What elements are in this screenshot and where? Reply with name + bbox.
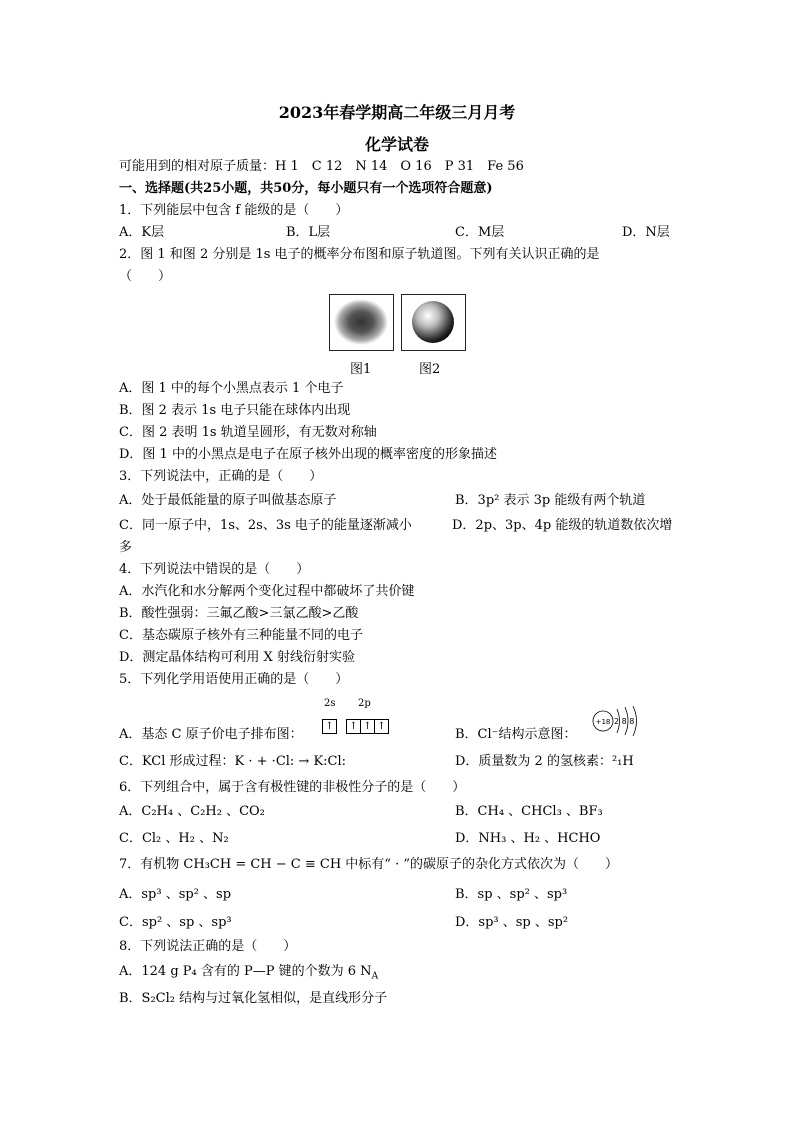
q1-option-d: D．N层 [622,225,670,240]
q2-option-c: C．图 2 表明 1s 轨道呈圆形，有无数对称轴 [119,425,377,440]
exam-title: 2023年春学期高二年级三月月考 [278,103,516,122]
orbital-label-2s: 2s [324,698,336,709]
q2-stem-cont: （ ） [119,269,172,284]
q3-option-d: D．2p、3p、4p 能级的轨道数依次增 [452,518,673,533]
q3-option-c: C．同一原子中，1s、2s、3s 电子的能量逐渐减小 [119,518,412,533]
q5-option-c: C．KCl 形成过程：K · + ·Cl: → K:Cl: [119,754,347,769]
figure-2-orbital-sphere [401,294,466,351]
q2-option-a: A．图 1 中的每个小黑点表示 1 个电子 [119,381,344,396]
q7-option-d: D．sp³ 、sp 、sp² [455,915,569,930]
q4-stem: 4．下列说法中错误的是（ ） [119,562,310,577]
q3-option-a: A．处于最低能量的原子叫做基态原子 [119,493,337,508]
q2-option-b: B．图 2 表示 1s 电子只能在球体内出现 [119,403,351,418]
q6-option-c: C．Cl₂ 、H₂ 、N₂ [119,831,229,846]
q3-option-b: B．3p² 表示 3p 能级有两个轨道 [455,493,646,508]
q2-option-d: D．图 1 中的小黑点是电子在原子核外出现的概率密度的形象描述 [119,447,497,462]
q8-stem: 8．下列说法正确的是（ ） [119,939,297,954]
q5-option-a: A．基态 C 原子价电子排布图： [119,727,303,742]
atomic-masses: 可能用到的相对原子质量：H 1 C 12 N 14 O 16 P 31 Fe 56 [119,159,524,174]
q1-option-a: A．K层 [119,225,165,240]
q8-option-a-subscript: A [371,971,379,982]
q5-stem: 5．下列化学用语使用正确的是（ ） [119,672,349,687]
figure-2-caption: 图2 [419,362,441,377]
q4-option-d: D．测定晶体结构可利用 X 射线衍射实验 [119,650,355,665]
q8-option-a-text: A．124 g P₄ 含有的 P—P 键的个数为 6 N [119,964,372,979]
exam-subtitle: 化学试卷 [364,135,429,154]
q6-option-d: D．NH₃ 、H₂ 、HCHO [455,831,601,846]
orbital-box: ↑ [374,719,389,734]
q4-option-b: B．酸性强弱：三氟乙酸>三氯乙酸>乙酸 [119,606,359,621]
q8-option-a [119,964,378,980]
q2-stem: 2．图 1 和图 2 分别是 1s 电子的概率分布图和原子轨道图。下列有关认识正确的是 [119,247,600,262]
q6-option-a: A．C₂H₄ 、C₂H₂ 、CO₂ [119,804,265,819]
orbital-boxes-2s [322,714,336,734]
orbital-box: ↑ [346,719,361,734]
q7-option-b: B．sp 、sp² 、sp³ [455,887,568,902]
figure-1-probability-cloud [329,294,394,351]
q5-option-d: D．质量数为 2 的氢核素：²₁H [455,754,634,769]
q7-option-c: C．sp² 、sp 、sp³ [119,915,232,930]
shell-electrons: 2 8 8 [614,717,635,726]
q1-option-b: B．L层 [286,225,331,240]
electron-cloud-image [330,295,393,350]
sphere-image [402,295,465,350]
q4-option-c: C．基态碳原子核外有三种能量不同的电子 [119,628,363,643]
q8-option-b: B．S₂Cl₂ 结构与过氧化氢相似，是直线形分子 [119,991,388,1006]
q7-option-a: A．sp³ 、sp² 、sp [119,887,232,902]
q4-option-a: A．水汽化和水分解两个变化过程中都破坏了共价键 [119,584,415,599]
orbital-box: ↑ [322,719,337,734]
q6-stem: 6．下列组合中，属于含有极性键的非极性分子的是（ ） [119,780,466,795]
q5-option-b: B．Cl⁻结构示意图： [455,727,577,742]
section-heading: 一、选择题(共25小题，共50分，每小题只有一个选项符合题意) [119,181,493,196]
nucleus-charge: +18 [595,718,611,726]
q3-stem: 3．下列说法中，正确的是（ ） [119,469,323,484]
q7-stem: 7．有机物 CH₃CH = CH − C ≡ CH 中标有“ · ”的碳原子的杂化方式依次为（ ） [119,857,618,872]
orbital-boxes-2p [346,714,388,734]
q1-option-c: C．M层 [455,225,505,240]
orbital-label-2p: 2p [358,698,371,709]
cl-ion-structure-diagram [590,705,646,737]
q6-option-b: B．CH₄ 、CHCl₃ 、BF₃ [455,804,603,819]
orbital-box: ↑ [360,719,375,734]
q3-option-d-cont: 多 [119,540,133,555]
figure-1-caption: 图1 [350,362,372,377]
q1-stem: 1．下列能层中包含 f 能级的是（ ） [119,203,349,218]
